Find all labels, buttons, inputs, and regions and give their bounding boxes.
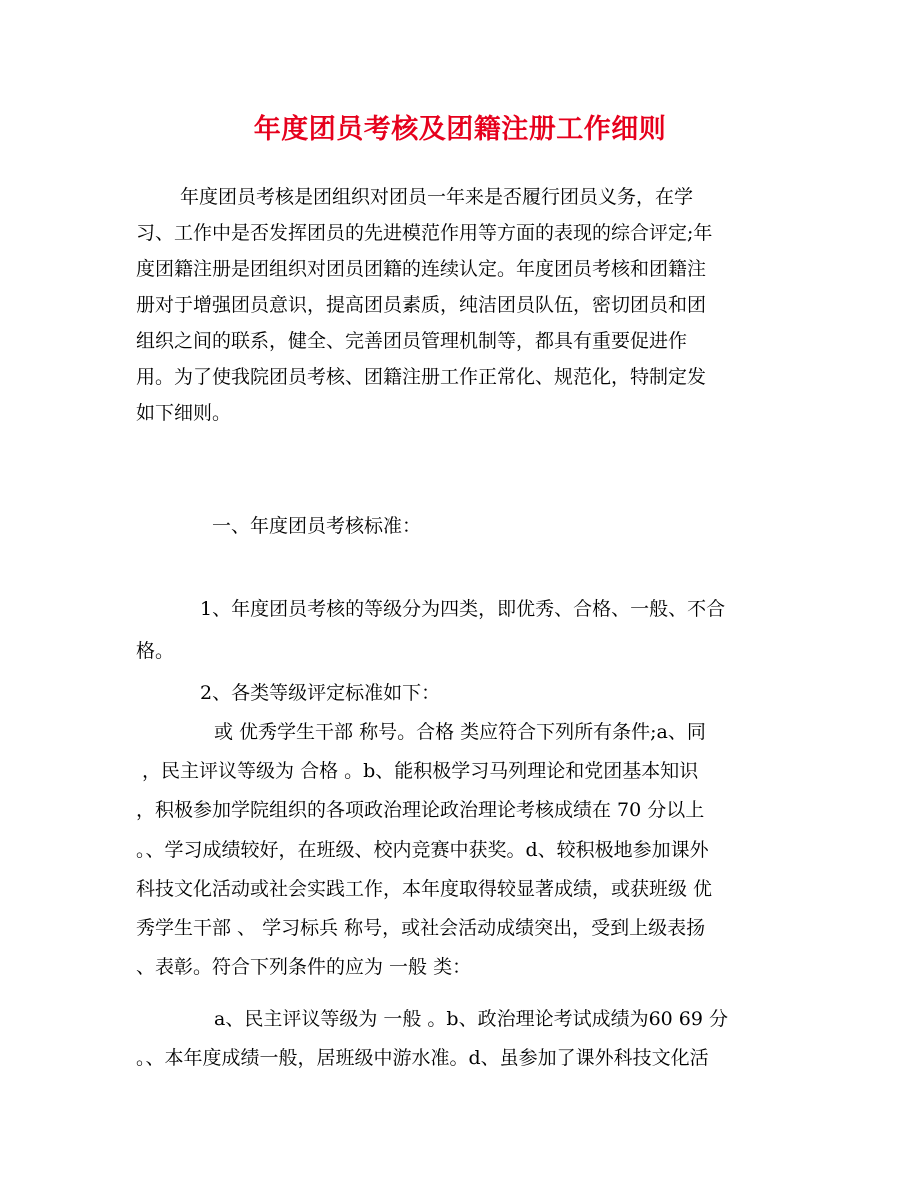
intro-line-6: 用。为了使我院团员考核、团籍注册工作正常化、规范化，特制定发 (136, 366, 707, 388)
item-1-line-1: 1、年度团员考核的等级分为四类，即优秀、合格、一般、不合 (200, 598, 726, 620)
intro-line-1: 年度团员考核是团组织对团员一年来是否履行团员义务，在学 (180, 186, 694, 208)
general-line-1: a、民主评议等级为 一般 。b、政治理论考试成绩为60 69 分 (214, 1008, 729, 1030)
general-line-2: 。、本年度成绩一般，居班级中游水准。d、虽参加了课外科技文化活 (136, 1047, 709, 1069)
criteria-line-7: 、表彰。符合下列条件的应为 一般 类： (136, 956, 472, 978)
document-title: 年度团员考核及团籍注册工作细则 (253, 114, 667, 145)
section-1-heading: 一、年度团员考核标准： (212, 515, 422, 537)
intro-line-7: 如下细则。 (136, 402, 232, 424)
item-2-heading: 2、各类等级评定标准如下： (200, 682, 441, 704)
intro-line-5: 组织之间的联系，健全、完善团员管理机制等，都具有重要促进作 (136, 330, 688, 352)
intro-line-4: 册对于增强团员意识，提高团员素质，纯洁团员队伍，密切团员和团 (136, 294, 707, 316)
item-1-line-2: 格。 (136, 640, 175, 662)
intro-line-2: 习、工作中是否发挥团员的先进模范作用等方面的表现的综合评定;年 (136, 222, 713, 244)
criteria-line-5: 科技文化活动或社会实践工作，本年度取得较显著成绩，或获班级 优 (136, 878, 713, 900)
criteria-line-4: 。、学习成绩较好，在班级、校内竞赛中获奖。d、较积极地参加课外 (136, 839, 709, 861)
criteria-line-2: ，民主评议等级为 合格 。b、能积极学习马列理论和党团基本知识 (136, 760, 699, 782)
criteria-line-1: 或 优秀学生干部 称号。合格 类应符合下列所有条件;a、同 (214, 721, 706, 743)
criteria-line-6: 秀学生干部 、 学习标兵 称号，或社会活动成绩突出，受到上级表扬 (136, 917, 706, 939)
intro-line-3: 度团籍注册是团组织对团员团籍的连续认定。年度团员考核和团籍注 (136, 258, 707, 280)
criteria-line-3: ，积极参加学院组织的各项政治理论政治理论考核成绩在 70 分以上 (136, 799, 705, 821)
